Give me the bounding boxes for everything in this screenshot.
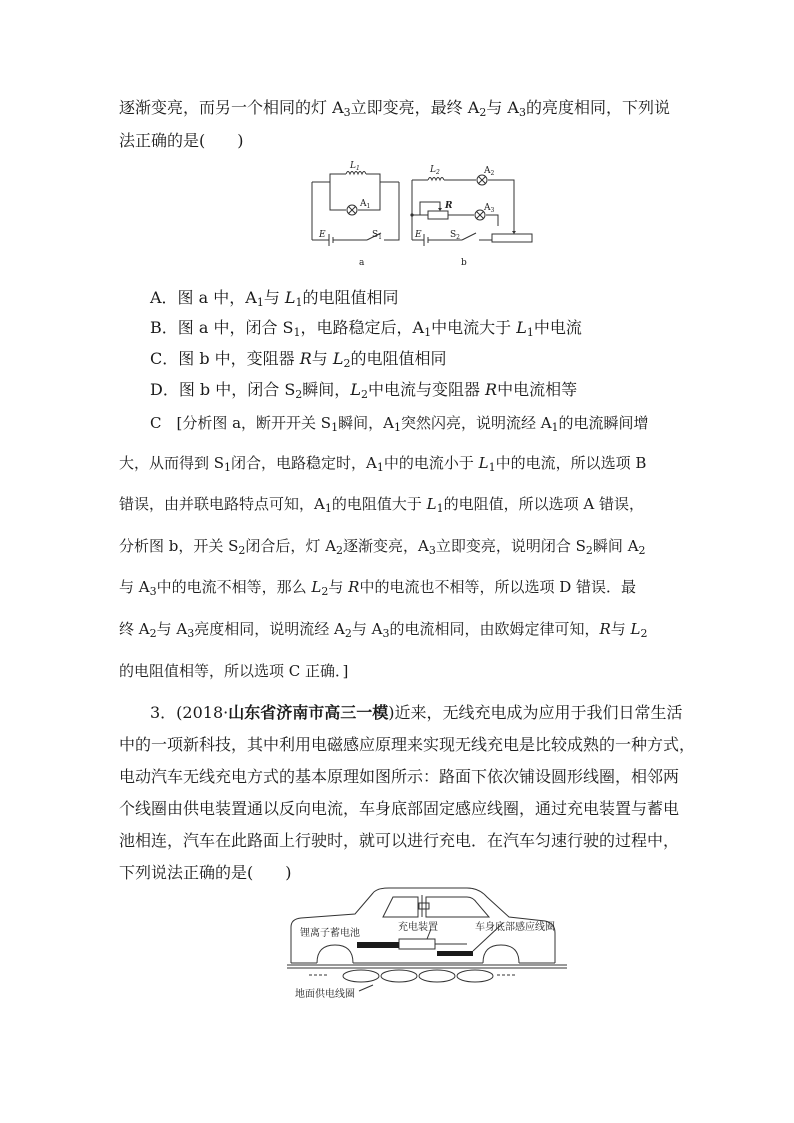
battery-block — [357, 942, 399, 948]
q3-line-5: 池相连，汽车在此路面上行驶时，就可以进行充电．在汽车匀速行驶的过程中， — [119, 831, 680, 850]
answer-line-2: 大，从而得到 $S_1$闭合，电路稳定时，$A_1$中的电流小于 $L_1$中的电流，所以选项 B — [119, 454, 647, 474]
option-d: D．图 b 中，闭合 $S_2$瞬间，$L_2$中电流与变阻器 R中电流相等 — [150, 380, 578, 401]
svg-text:S1: $S_1$ — [372, 230, 382, 241]
option-a: A．图 a 中，$A_1$与 $L_1$的电阻值相同 — [150, 288, 399, 309]
answer-line-5: 与 $A_3$中的电流不相等，那么 $L_2$与 R中的电流也不相等，所以选项 D 错误．最 — [119, 578, 637, 598]
induction-coil — [437, 951, 473, 956]
front-wheel-arch — [317, 945, 353, 963]
rear-wheel-arch — [483, 945, 519, 963]
svg-text:S2: $S_2$ — [450, 230, 460, 241]
svg-text:L1: $L_1$ — [350, 161, 360, 172]
q3-line-2: 中的一项新科技，其中利用电磁感应原理来实现无线充电是比较成熟的一种方式， — [119, 735, 696, 754]
car-figure — [287, 885, 567, 1005]
answer-line-4: 分析图 b，开关 $S_2$闭合后，灯 $A_2$逐渐变亮，$A_3$立即变亮，说明闭合 $S_2$瞬间 $A_2$ — [119, 537, 646, 557]
svg-text:L2: $L_2$ — [430, 165, 440, 176]
q3-line-1: 3．(2018·山东省济南市高三一模)近来，无线充电成为应用于我们日常生活 — [150, 703, 683, 722]
svg-text:A1: $A_1$ — [360, 199, 371, 210]
intro-line-2: 法正确的是( ) — [119, 131, 244, 150]
svg-text:车身底部感应线圈: 车身底部感应线圈 — [475, 922, 555, 933]
figure-label-b: b — [461, 258, 467, 268]
answer-line-1: C [分析图 a，断开开关 $S_1$瞬间，$A_1$突然闪亮，说明流经 $A_1$的电流瞬间增 — [150, 414, 649, 434]
svg-text:E: E — [319, 230, 326, 240]
answer-line-6: 终 $A_2$与 $A_3$亮度相同，说明流经 $A_2$与 $A_3$的电流相同，由欧姆定律可知，R与 $L_2$ — [119, 620, 648, 640]
q3-line-3: 电动汽车无线充电方式的基本原理如图所示：路面下依次铺设圆形线圈，相邻两 — [119, 767, 680, 786]
figure-label-a: a — [359, 258, 365, 268]
answer-line-3: 错误，由并联电路特点可知，$A_1$的电阻值大于 $L_1$的电阻值，所以选项 A 错误， — [119, 495, 644, 515]
svg-text:锂离子蓄电池: 锂离子蓄电池 — [300, 928, 360, 939]
q3-line-6: 下列说法正确的是( ) — [119, 863, 292, 882]
q3-line-4: 个线圈由供电装置通以反向电流，车身底部固定感应线圈，通过充电装置与蓄电 — [119, 799, 680, 818]
answer-line-7: 的电阻值相等，所以选项 C 正确．] — [119, 662, 349, 680]
svg-text:E: E — [415, 230, 422, 240]
svg-text:地面供电线圈: 地面供电线圈 — [295, 989, 355, 1000]
svg-text:充电装置: 充电装置 — [398, 922, 438, 933]
intro-line-1: 逐渐变亮，而另一个相同的灯 $A_3$立即变亮，最终 $A_2$与 $A_3$的亮度相同，下列说 — [119, 98, 670, 119]
option-c: C．图 b 中，变阻器 R与 $L_2$的电阻值相同 — [150, 349, 447, 370]
svg-text:A2: $A_2$ — [484, 166, 495, 177]
svg-text:R: R — [445, 201, 453, 211]
svg-text:A3: $A_3$ — [484, 203, 495, 214]
circuit-figure — [302, 160, 562, 270]
option-b: B．图 a 中，闭合 $S_1$，电路稳定后，$A_1$中电流大于 $L_1$中电流 — [150, 318, 582, 339]
